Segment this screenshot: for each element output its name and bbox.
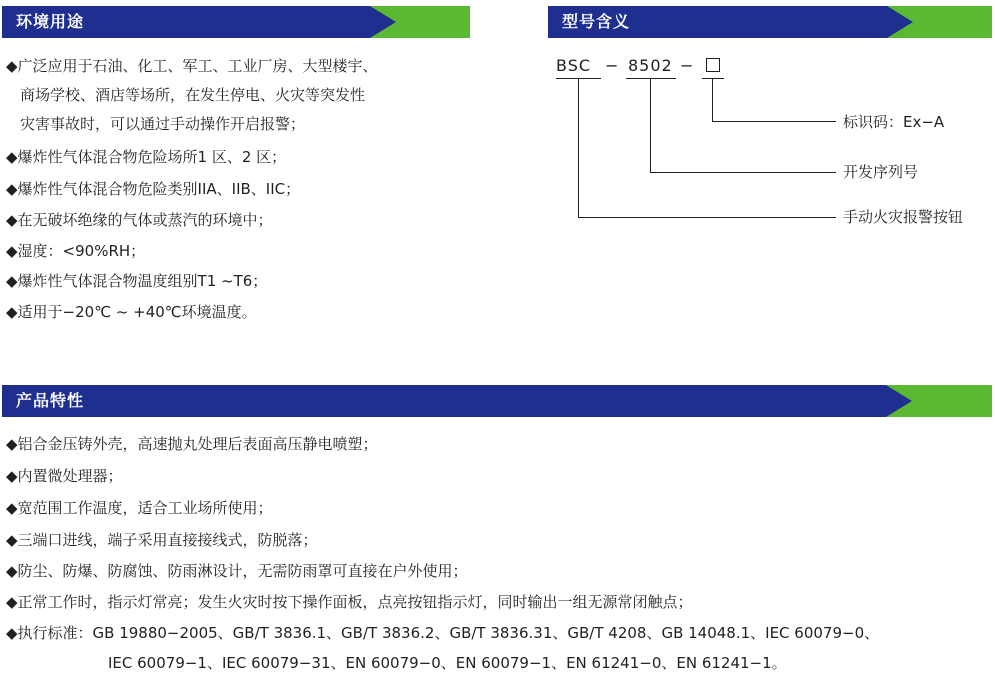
feature-line: ◆三端口进线，端子采用直接接线式，防脱落； [6,531,318,549]
banner-arrow [887,6,913,38]
banner-arrow [886,385,912,417]
connector-series-v [650,78,651,173]
usage-title: 环境用途 [16,12,85,31]
usage-banner [2,6,470,38]
feature-line: ◆铝合金压铸外壳，高速抛丸处理后表面高压静电喷塑； [6,435,378,453]
label-product: 手动火灾报警按钮 [843,208,964,226]
usage-line: ◆爆炸性气体混合物危险类别IIA、IIB、IIC； [6,180,301,198]
feature-line: ◆宽范围工作温度，适合工业场所使用； [6,499,273,517]
underline-box [702,78,724,79]
code-series: 8502 [628,56,673,75]
usage-line: ◆湿度：<90%RH； [6,242,146,260]
banner-arrow [370,6,396,38]
code-dash-2: − [680,56,695,75]
usage-line: 商场学校、酒店等场所，在发生停电、火灾等突发性 [20,86,366,104]
connector-mark-h [712,121,836,122]
features-banner [2,385,992,417]
feature-line: ◆防尘、防爆、防腐蚀、防雨淋设计，无需防雨罩可直接在户外使用； [6,562,468,580]
banner-blue-block [2,385,886,417]
connector-mark-v [712,78,713,122]
feature-line: ◆内置微处理器； [6,467,123,485]
connector-series-h [650,172,836,173]
usage-line: ◆爆炸性气体混合物温度组别T1 ~T6； [6,272,268,290]
code-prefix: BSC [556,56,592,75]
code-placeholder-box [706,58,720,72]
model-title: 型号含义 [562,12,631,31]
code-dash-1: − [605,56,620,75]
usage-line: ◆适用于−20℃ ~ +40℃环境温度。 [6,303,257,321]
usage-line: ◆在无破坏绝缘的气体或蒸汽的环境中； [6,211,273,229]
connector-product-v [578,78,579,218]
feature-line: ◆正常工作时，指示灯常亮；发生火灾时按下操作面板，点亮按钮指示灯，同时输出一组无源常闭触点； [6,593,693,611]
usage-line: 灾害事故时，可以通过手动操作开启报警； [20,115,306,133]
feature-line: ◆执行标准：GB 19880−2005、GB/T 3836.1、GB/T 3836.2、GB/T 3836.31、GB/T 4208、GB 14048.1、IEC 60079−0、 [6,624,880,642]
connector-product-h [578,217,836,218]
usage-line: ◆爆炸性气体混合物危险场所1 区、2 区； [6,148,287,166]
features-title: 产品特性 [16,391,85,410]
usage-line: ◆广泛应用于石油、化工、军工、工业厂房、大型楼宇、 [6,57,378,75]
label-mark: 标识码：Ex−A [843,113,945,131]
feature-line: IEC 60079−1、IEC 60079−31、EN 60079−0、EN 60079−1、EN 61241−0、EN 61241−1。 [108,654,787,672]
label-series: 开发序列号 [843,163,919,181]
underline-series [626,78,676,79]
model-banner [548,6,992,38]
